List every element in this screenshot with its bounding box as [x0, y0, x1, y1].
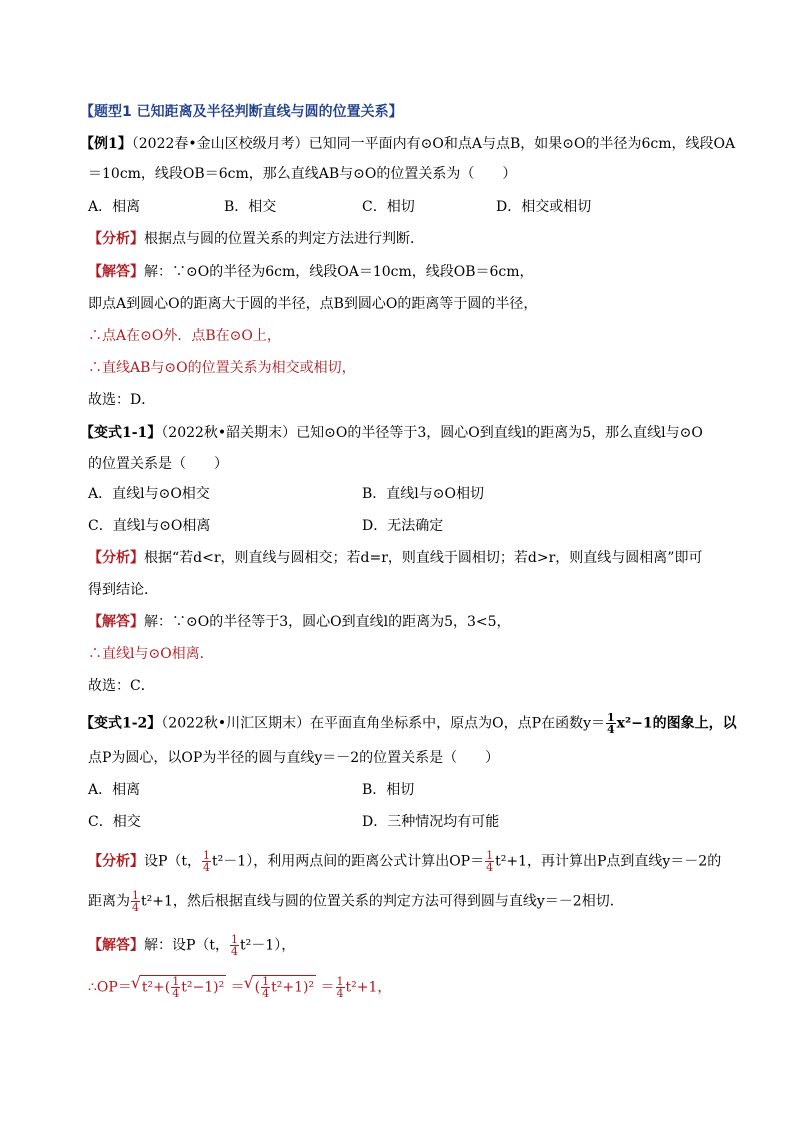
analysis-text-e: t²+1，然后根据直线与圆的位置关系的判定方法可得到圆与直线y＝－2相切． — [141, 893, 624, 910]
example-1-answer-tag: 【解答】 — [88, 264, 144, 280]
frac-den: 4 — [262, 987, 270, 1000]
equals-sign: ＝ — [230, 979, 245, 996]
example-1-option-a: A．相离 — [88, 199, 141, 215]
example-1-option-d: D．相交或相切 — [496, 199, 592, 215]
sqrt1-a: t²+( — [141, 979, 171, 996]
frac-den: 4 — [132, 901, 139, 914]
variant-1-2-answer-line-1 — [88, 934, 295, 957]
example-1-answer-text: 解：∵⊙O的半径为6cm，线段OA＝10cm，线段OB＝6cm， — [144, 264, 534, 280]
example-1-choice: 故选：D． — [88, 392, 156, 408]
fraction-quarter — [606, 712, 616, 735]
variant-1-2-analysis-line-2 — [88, 890, 624, 913]
variant-1-2-answer-line-2 — [88, 975, 391, 999]
variant-1-1-answer-line-2: ∴直线l与⊙O相离． — [88, 646, 214, 662]
fraction-quarter — [485, 850, 494, 873]
analysis-text-b: t²－1），利用两点间的距离公式计算出OP＝ — [212, 853, 485, 870]
variant-1-2-question-line-1 — [80, 712, 737, 735]
frac-den: 4 — [231, 945, 239, 958]
variant-1-2-question-text-b: x²−1的图象上，以 — [616, 715, 737, 732]
variant-1-2-question-line-2: 点P为圆心，以OP为半径的圆与直线y＝－2的位置关系是（ ） — [88, 750, 500, 766]
variant-1-2-analysis-line-1 — [88, 850, 721, 873]
example-1-answer-line-2: 即点A到圆心O的距离大于圆的半径，点B到圆心O的距离等于圆的半径， — [88, 296, 538, 312]
variant-1-1-answer-tag: 【解答】 — [88, 614, 144, 630]
section-title: 【题型1 已知距离及半径判断直线与圆的位置关系】 — [80, 104, 403, 120]
variant-1-1-choice: 故选：C． — [88, 678, 155, 694]
frac-num: 1 — [336, 975, 344, 988]
variant-1-2-option-a: A．相离 — [88, 782, 141, 798]
example-1-question-line-1 — [80, 134, 735, 154]
sqrt1-b: t²−1)² — [181, 979, 225, 996]
variant-1-1-question-line-2: 的位置关系是（ ） — [88, 456, 228, 472]
analysis-text-c: t²+1，再计算出P点到直线y＝－2的 — [495, 853, 722, 870]
frac-den: 4 — [486, 861, 494, 874]
example-1-analysis-tag: 【分析】 — [88, 231, 144, 247]
sqrt2-a: ( — [254, 979, 261, 996]
example-1-question-text: （2022春•金山区校级月考）已知同一平面内有⊙O和点A与点B，如果⊙O的半径为6cm，线段OA — [131, 136, 736, 152]
example-1-answer-line-3: ∴点A在⊙O外．点B在⊙O上， — [88, 328, 281, 344]
variant-1-1-answer-text: 解：∵⊙O的半径等于3，圆心O到直线l的距离为5，3<5， — [144, 614, 511, 630]
frac-num: 1 — [203, 849, 211, 862]
variant-1-1-analysis-text: 根据“若d<r，则直线与圆相交；若d=r，则直线于圆相切；若d>r，则直线与圆相离”即可 — [144, 550, 703, 566]
answer-result: t²+1， — [345, 979, 392, 996]
variant-1-1-tag: 【变式1-1】 — [80, 425, 162, 441]
sqrt2-b: t²+1)² — [271, 979, 315, 996]
variant-1-1-option-c: C．直线l与⊙O相离 — [88, 518, 211, 534]
equals-sign: ＝ — [320, 979, 335, 996]
fraction-quarter — [336, 976, 345, 999]
example-1-tag: 【例1】 — [80, 136, 132, 152]
frac-den: 4 — [172, 987, 180, 1000]
op-eq-text: ∴OP＝ — [88, 979, 132, 996]
frac-den: 4 — [203, 861, 211, 874]
example-1-analysis-text: 根据点与圆的位置关系的判定方法进行判断． — [144, 231, 424, 247]
fraction-quarter — [261, 976, 270, 999]
variant-1-1-option-b: B．直线l与⊙O相切 — [362, 486, 484, 502]
frac-num: 1 — [262, 975, 270, 988]
frac-num: 1 — [132, 889, 139, 902]
variant-1-1-analysis-tag: 【分析】 — [88, 550, 144, 566]
example-1-option-c: C．相切 — [362, 199, 415, 215]
variant-1-2-question-text-a: （2022秋•川汇区期末）在平面直角坐标系中，原点为O，点P在函数y＝ — [161, 715, 605, 732]
answer-text-a: 解：设P（t， — [144, 937, 230, 954]
frac-num: 1 — [172, 975, 180, 988]
fraction-quarter — [131, 890, 140, 913]
fraction-quarter — [230, 934, 239, 957]
frac-den: 4 — [336, 987, 344, 1000]
variant-1-2-option-c: C．相交 — [88, 814, 141, 830]
variant-1-1-option-a: A．直线l与⊙O相交 — [88, 486, 210, 502]
variant-1-1-question-text: （2022秋•韶关期末）已知⊙O的半径等于3，圆心O到直线l的距离为5，那么直线l与⊙O — [161, 425, 703, 441]
variant-1-2-answer-tag: 【解答】 — [88, 937, 144, 954]
frac-den: 4 — [607, 723, 615, 736]
example-1-analysis — [88, 229, 424, 249]
variant-1-1-answer-line-1 — [88, 612, 511, 632]
variant-1-2-tag: 【变式1-2】 — [80, 715, 162, 732]
fraction-quarter — [171, 976, 180, 999]
analysis-text-a: 设P（t， — [144, 853, 202, 870]
example-1-answer-line-1 — [88, 262, 534, 282]
answer-text-b: t²－1）， — [240, 937, 296, 954]
frac-num: 1 — [607, 711, 615, 724]
analysis-text-d: 距离为 — [88, 893, 130, 910]
frac-num: 1 — [486, 849, 494, 862]
example-1-option-b: B．相交 — [224, 199, 277, 215]
fraction-quarter — [202, 850, 211, 873]
variant-1-2-analysis-tag: 【分析】 — [88, 853, 144, 870]
variant-1-1-analysis-line-2: 得到结论． — [88, 582, 158, 598]
sqrt-expression-2 — [253, 975, 316, 999]
frac-num: 1 — [231, 933, 239, 946]
sqrt-expression-1 — [140, 975, 226, 999]
variant-1-1-option-d: D．无法确定 — [362, 518, 444, 534]
variant-1-2-option-b: B．相切 — [362, 782, 415, 798]
variant-1-2-option-d: D．三种情况均有可能 — [362, 814, 500, 830]
example-1-answer-line-4: ∴直线AB与⊙O的位置关系为相交或相切， — [88, 360, 356, 376]
variant-1-1-analysis-line-1 — [88, 548, 702, 568]
variant-1-1-question-line-1 — [80, 423, 703, 443]
example-1-question-line-2: ＝10cm，线段OB＝6cm，那么直线AB与⊙O的位置关系为（ ） — [88, 166, 517, 182]
